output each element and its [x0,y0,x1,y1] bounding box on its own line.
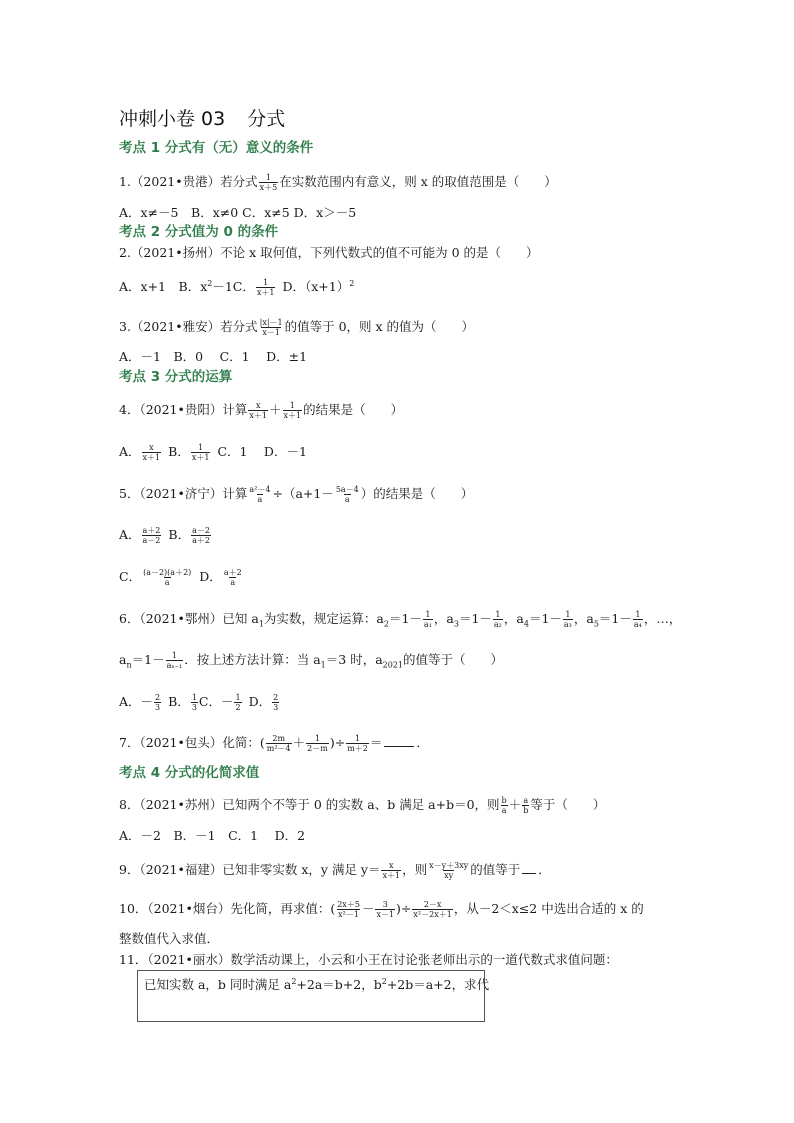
q9-fraction-1 [381,861,401,880]
q1-stem-post: 在实数范围内有意义，则 x 的取值范围是（ ） [279,174,557,189]
q9-fraction-2 [428,861,469,880]
frac-denominator: x＋1 [191,453,210,462]
q3-stem-pre: 3.（2021•雅安）若分式 [119,319,258,334]
frac-denominator: x－1 [262,328,280,337]
question-2-options: A．x+1 B．$x^2-1C$． $\frac{1}{x+1}$ D．$(x+1)^2$ [119,278,355,298]
frac-numerator: x [255,401,261,410]
q7-stem-post: ＝ [369,735,383,750]
question-8 [119,796,605,815]
section-heading-3: 考点 3 分式的运算 [119,369,233,385]
q6-option-b: B． [168,694,190,709]
frac-numerator: |x|－1 [259,318,283,327]
frac-numerator: 1 [289,401,295,410]
q4-option-a-fraction [142,443,162,462]
question-4-options [119,443,307,462]
q1-stem-pre: 1.（2021•贵港）若分式 [119,174,258,189]
q6-option-d-fraction [272,693,279,712]
q6-text-2: 为实数，规定运算：a [263,611,384,626]
frac-numerator: x [389,861,394,870]
frac-denominator: 2 [235,703,241,712]
q2-fraction [256,278,276,297]
q9-stem-post: 的值等于 [470,862,521,877]
q4-fraction-2 [283,401,303,420]
q8-stem-post: 等于（ ） [530,797,606,812]
question-1 [119,173,557,192]
frac-denominator: x²－1 [338,910,359,919]
frac-numerator: 2x＋5 [337,900,360,909]
title-main: 冲刺小卷 03 [119,108,226,130]
q5-stem-pre: 5．（2021•济宁）计算 [119,486,248,501]
q5-option-b-fraction [191,526,211,545]
q5-option-a-fraction [142,526,162,545]
q6-fraction-a1 [423,610,433,629]
q6-fraction-an [166,651,184,670]
frac-denominator: a [344,495,350,504]
q6-option-b-fraction [191,693,198,712]
question-6-line-1: 6．（2021•鄂州）已知 $a_1$为实数，规定运算：$a_2=1-$ $\frac{1}{\text{a₁}}$ ，$a_3=1-$ $\frac{1}{\text{a₂}}$ ，$a_4=1-$ $\frac{1}{\text{a₃}}$ ，$a_5=1-$ $\frac{1}{\text{a₄}}$ ，…， [119,610,682,629]
q8-stem-pre: 8．（2021•苏州）已知两个不等于 0 的实数 a、b 满足 a+b＝0，则 [119,797,500,812]
frac-numerator: a＋2 [223,568,242,577]
frac-denominator: a [501,806,507,815]
frac-denominator: a＋2 [192,536,210,545]
frac-numerator: 2 [273,693,279,702]
q5-option-c-fraction [142,568,192,587]
q9-stem-mid: ，则 [402,862,428,877]
q11-problem-box: 已知实数 a，b 同时满足 $a^2+2a=b+2$，$b^2+2b=a+2$，求代 [137,970,485,1022]
frac-numerator: 1 [263,278,269,288]
frac-denominator: 2－m [307,744,328,753]
question-3 [119,318,474,337]
q6-text-14: ＝3 时，a [325,652,383,667]
frac-numerator: x [149,443,154,452]
frac-numerator: 1 [635,610,641,619]
q6-option-a-fraction [154,693,161,712]
q10-fraction-2 [375,900,395,919]
question-3-options: A．－1 B．0 C．1 D．±1 [119,349,308,364]
frac-numerator: (a－2)(a＋2) [143,568,192,577]
q6-text-1: 6．（2021•鄂州）已知 a [119,611,259,626]
frac-denominator: m²－4 [266,744,291,753]
section-heading-2: 考点 2 分式值为 0 的条件 [119,224,279,240]
question-6-options [119,693,280,712]
frac-numerator: 1 [171,651,177,660]
q5-fraction-2 [335,485,360,504]
q7-fraction-2 [306,734,329,753]
frac-denominator: aₙ₋₁ [166,661,183,670]
q4-fraction-1 [248,401,268,420]
frac-denominator: x＋1 [249,411,267,420]
frac-denominator: x＋1 [283,411,302,420]
q7-stem-end: ． [416,735,429,750]
frac-denominator: 3 [155,703,161,712]
frac-denominator: x＋1 [142,453,161,462]
q6-text-3: ＝1－ [388,611,422,626]
frac-numerator: 2 [155,693,161,702]
question-1-options: A．x≠－5 B．x≠0 C．x≠5 D．x＞－5 [119,205,357,220]
q10-stem-mid: )÷ [396,901,412,916]
q5-option-c: C． [119,569,142,584]
q5-stem-mid: ÷（a+1－ [272,486,334,501]
frac-denominator: 3 [191,703,197,712]
q4-option-b: B． [168,444,190,459]
question-5-options-ab [119,526,212,545]
q2-option-b: －1C． [212,279,255,295]
section-heading-1: 考点 1 分式有（无）意义的条件 [119,140,314,156]
question-5-options-cd [119,568,244,587]
frac-denominator: a [164,578,170,587]
q1-fraction [259,173,279,192]
q6-text-9: ＝1－ [598,611,632,626]
frac-numerator: a＋2 [142,526,161,535]
q10-fraction-1 [336,900,361,919]
frac-denominator: x＋1 [382,871,401,880]
frac-denominator: a₃ [563,620,572,629]
frac-numerator: 1 [191,693,197,702]
q7-answer-blank[interactable] [384,735,414,747]
q3-stem-post: 的值等于 0，则 x 的值为（ ） [284,319,475,334]
frac-denominator: m＋2 [347,744,368,753]
frac-numerator: 1 [198,443,204,452]
frac-denominator: x－1 [376,910,395,919]
question-2: 2.（2021•扬州）不论 x 取何值，下列代数式的值不可能为 0 的是（ ） [119,245,539,260]
frac-denominator: xy [444,871,454,880]
section-heading-4: 考点 4 分式的化简求值 [119,765,260,781]
q7-stem-pre: 7．（2021•包头）化简：( [119,735,265,750]
frac-denominator: x＋1 [256,288,275,298]
q5-option-d-fraction [223,568,243,587]
q6-fraction-a4 [633,610,643,629]
frac-numerator: a²－4 [249,485,271,494]
q6-fraction-a3 [563,610,573,629]
frac-denominator: a [230,578,236,587]
q8-fraction-2 [522,796,529,815]
frac-denominator: a₁ [423,620,432,629]
q7-plus: ＋ [292,735,306,750]
q6-text-12: ＝1－ [131,652,165,667]
page-title [119,107,285,131]
frac-numerator: 3 [382,900,388,909]
q7-fraction-3 [346,734,369,753]
frac-denominator: a₄ [633,620,642,629]
frac-denominator: a－2 [142,536,161,545]
q10-minus: － [361,901,375,916]
q6-text-7: ＝1－ [528,611,562,626]
frac-numerator: a [523,796,529,805]
q7-fraction-1 [266,734,292,753]
q6-text-10: ，…， [643,611,682,626]
q2-option-d: D．（x+1） [282,279,350,295]
question-8-options: A．－2 B．－1 C．1 D．2 [119,828,306,843]
q4-stem-post: 的结果是（ ） [303,402,404,417]
frac-numerator: 2－x [423,900,442,909]
q8-plus: ＋ [508,797,522,812]
frac-numerator: 1 [565,610,571,619]
question-6-line-2: $a_n=1-$ $\frac{1}{\text{aₙ₋₁}}$ ．按上述方法计算：当 $a_1=3$ 时，$a_{2021}$的值等于（ ） [119,651,504,670]
frac-denominator: a₂ [493,620,502,629]
frac-denominator: b [523,806,529,815]
q5-fraction-1 [248,485,271,504]
question-10 [119,900,644,919]
q10-fraction-3 [412,900,452,919]
frac-numerator: 1 [495,610,501,619]
frac-numerator: b [501,796,507,805]
frac-denominator: a [257,495,263,504]
q6-text-11: a [119,652,127,667]
q11-box-text-1: 已知实数 a，b 同时满足 a [144,977,292,993]
q4-stem-pre: 4．（2021•贵阳）计算 [119,402,248,417]
q6-text-13: ．按上述方法计算：当 a [184,652,321,667]
frac-numerator: 1 [235,693,241,702]
q6-option-d: D． [248,694,272,709]
q6-text-6: ，a [503,611,524,626]
question-11: 11．（2021•丽水）数学活动课上，小云和小王在讨论张老师出示的一道代数式求值问题： [119,952,618,967]
q4-plus: ＋ [269,402,282,417]
q11-box-text-3: +2b＝a+2，求代 [386,977,490,993]
title-sub: 分式 [247,108,286,130]
q6-text-15: 的值等于（ ） [403,652,504,667]
q2-option-a: A．x+1 B．x [119,279,208,295]
question-5 [119,485,473,504]
q6-text-4: ，a [433,611,454,626]
frac-numerator: 5a－4 [335,485,359,494]
question-10-line-2: 整数值代入求值． [119,931,220,946]
q3-fraction [259,318,284,337]
q5-stem-post: ）的结果是（ ） [360,486,474,501]
q5-option-b: B． [168,527,191,542]
q6-option-c: C．－ [198,694,234,709]
frac-numerator: 2m [272,734,286,743]
frac-denominator: x＋5 [259,183,278,192]
q6-fraction-a2 [493,610,503,629]
q6-option-c-fraction [234,693,241,712]
frac-denominator: 3 [273,703,279,712]
q4-option-cd: C．1 D．－1 [217,444,307,459]
frac-denominator: x²－2x＋1 [413,910,452,919]
frac-numerator: 1 [355,734,361,743]
question-7 [119,734,429,753]
q7-stem-mid: )÷ [329,735,346,750]
q8-fraction-1 [501,796,508,815]
frac-numerator: 1 [314,734,321,743]
q6-text-5: ＝1－ [458,611,492,626]
q10-stem-post: ，从－2＜x≤2 中选出合适的 x 的 [453,901,644,916]
q6-text-8: ，a [573,611,594,626]
q6-option-a: A．－ [119,694,154,709]
frac-numerator: 1 [265,173,271,182]
q9-stem-pre: 9．（2021•福建）已知非零实数 x，y 满足 y＝ [119,862,381,877]
q4-option-b-fraction [191,443,211,462]
q9-answer-blank[interactable] [522,862,536,874]
q5-option-a: A． [119,527,141,542]
frac-numerator: x－y＋3xy [429,861,469,870]
q11-box-text-2: +2a＝b+2，b [296,977,382,993]
question-4 [119,401,403,420]
question-9 [119,861,551,880]
frac-numerator: a－2 [192,526,210,535]
frac-numerator: 1 [425,610,431,619]
q9-stem-end: ． [538,862,551,877]
q5-option-d: D． [199,569,222,584]
q4-option-a: A． [119,444,141,459]
q10-stem-pre: 10．（2021•烟台）先化简，再求值：( [119,901,336,916]
